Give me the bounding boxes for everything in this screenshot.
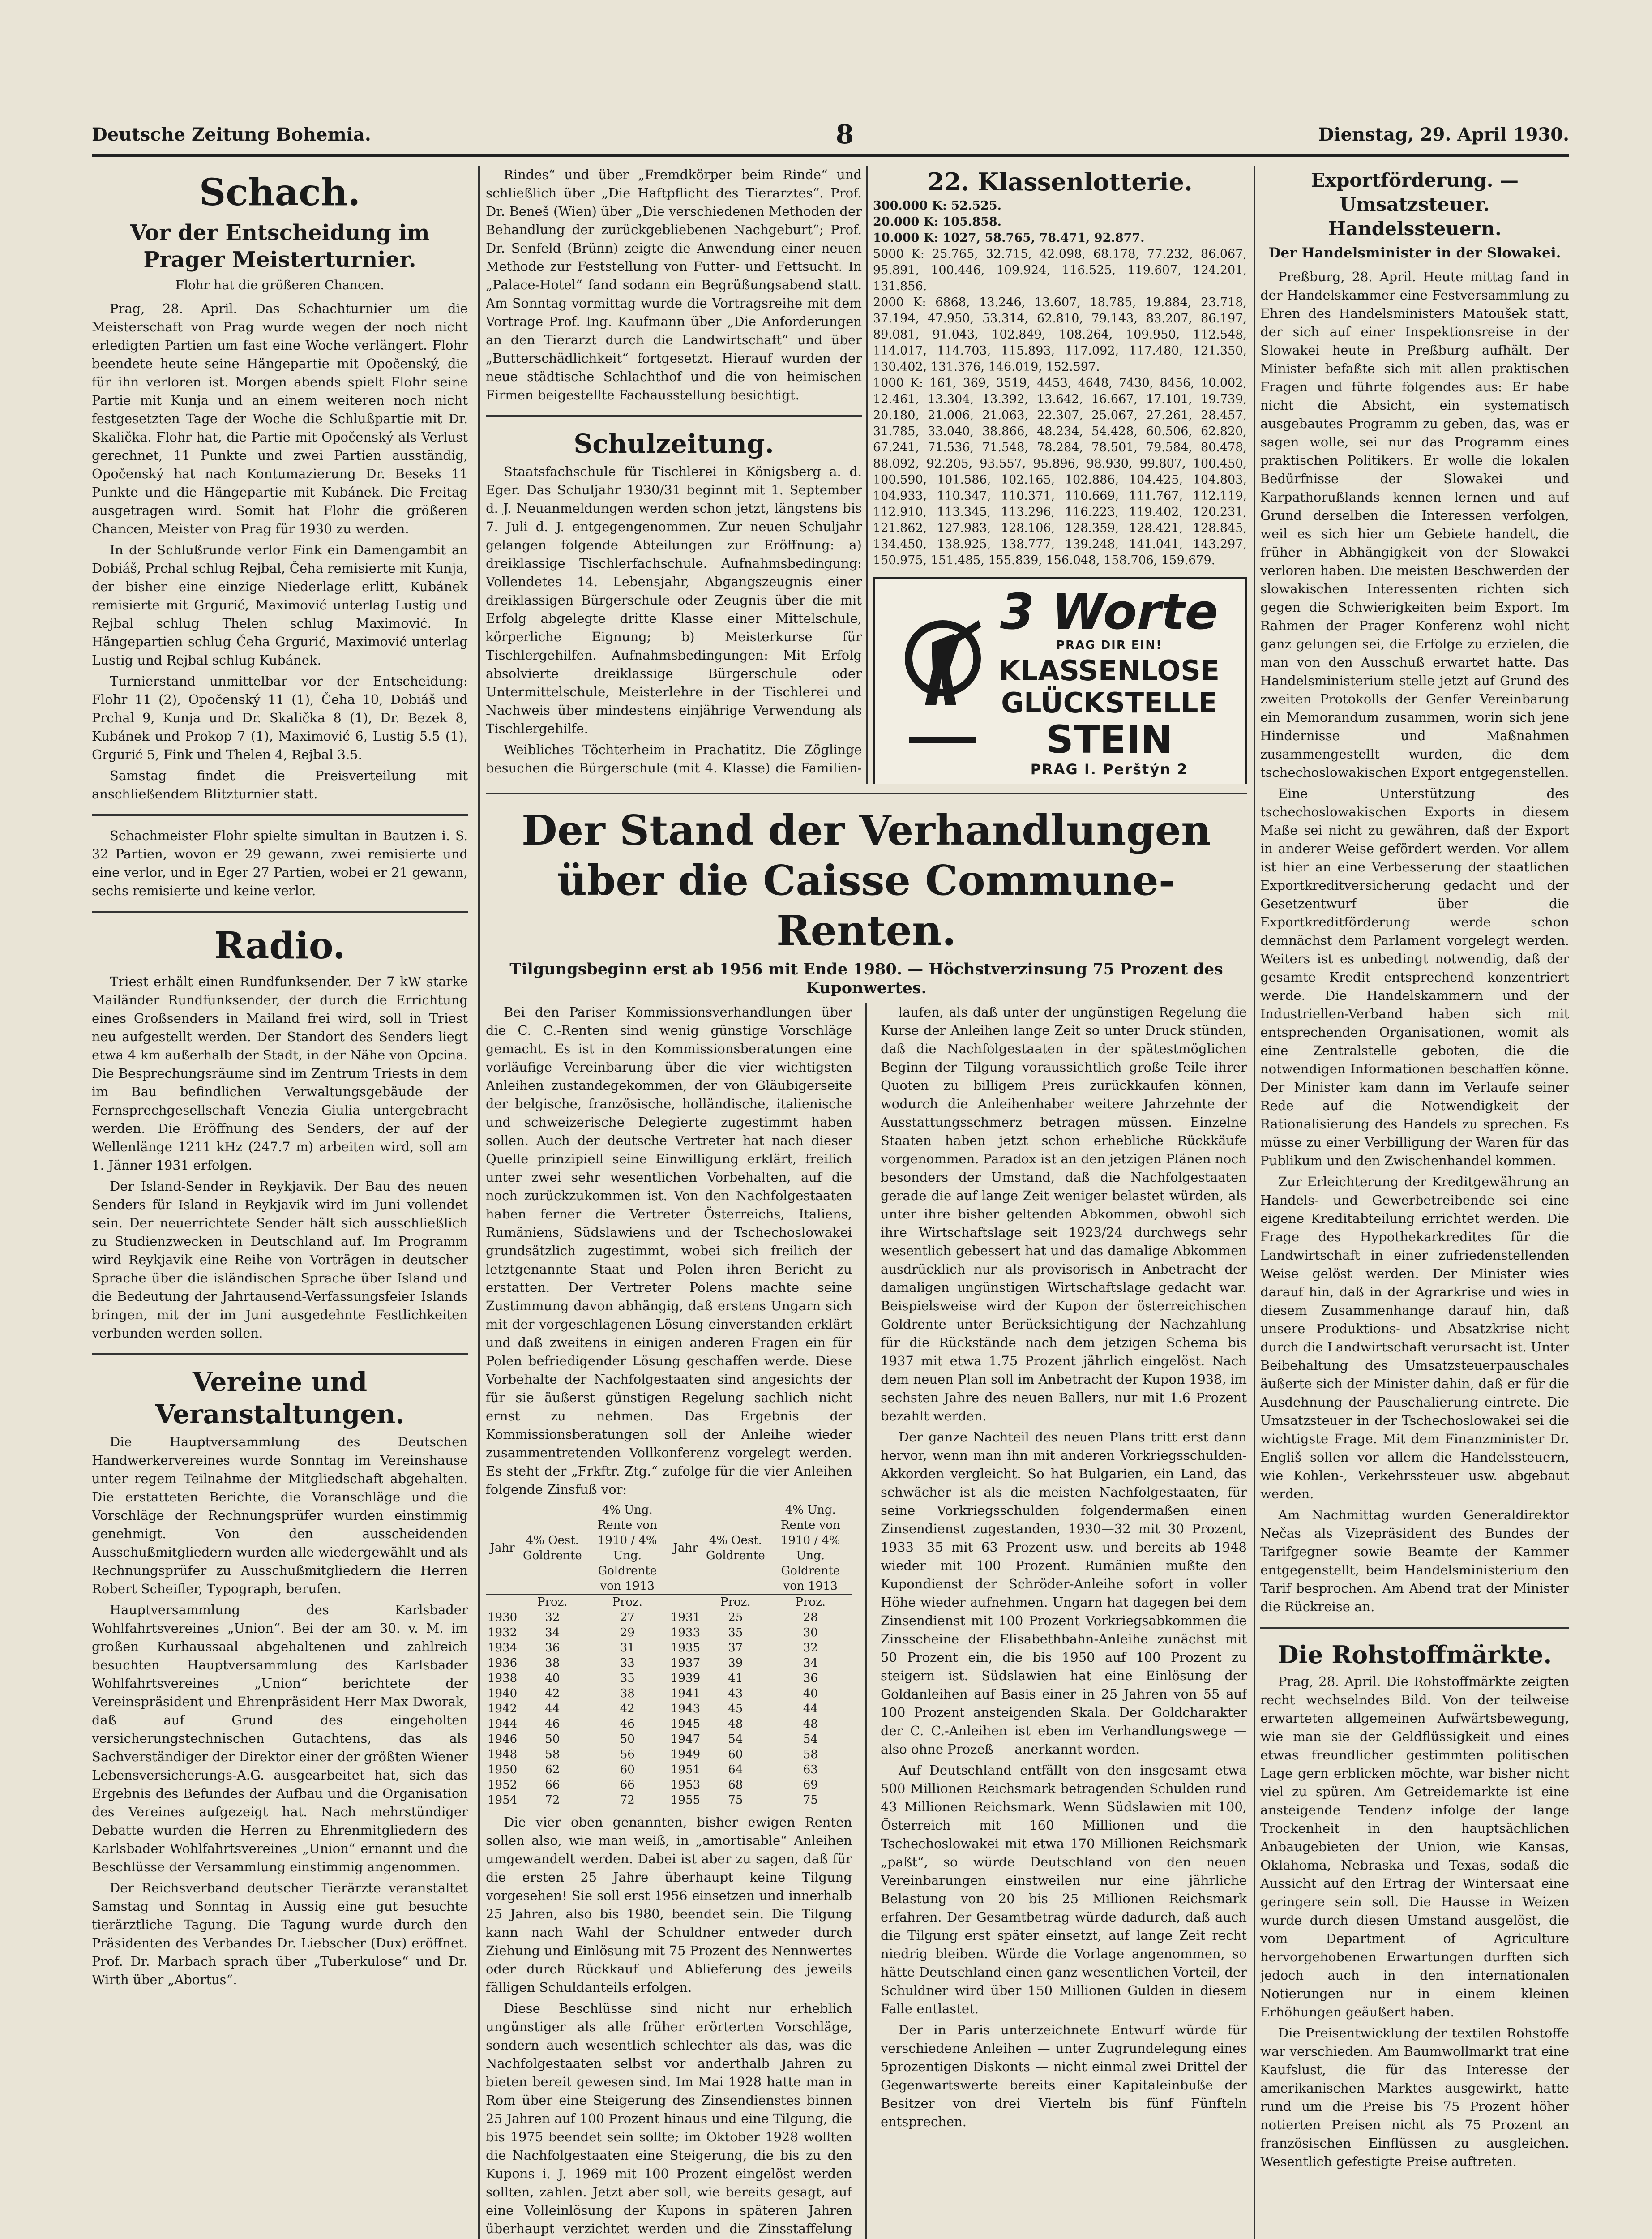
table-row (486, 1640, 852, 1656)
table-header: Jahr (486, 1502, 519, 1594)
ad-tagline: PRAG DIR EIN! (1056, 638, 1162, 652)
column-2-top (486, 166, 862, 779)
schulzeitung-paragraph: Staatsfachschule für Tischlerei in Königsberg a. d. Eger. Das Schuljahr 1930/31 beginnt mit 1. September d. J. Neuanmeldungen werden schon jetzt, längstens bis 7. Juli d. J. entgegengenommen. Zur neuen Schuljahr gelangen folgende Abteilungen zur Eröffnung: a) dreiklassige Tischlerfachschule. Aufnahmsbedingung: Vollendetes 14. Lebensjahr, Abgangszeugnis einer dreiklassigen Bürgerschule oder Zeugnis über die mit Erfolg abgelegte dritte Klasse einer Mittelschule, körperliche Eignung; b) Meisterkurse für Tischlergehilfen. Aufnahmsbedingungen: Mit Erfolg absolvierte dreiklassige Bürgerschule oder Untermittelschule, Meisterlehre in der Tischlerei und Nachweis über mindestens einjährige Verwendung als Tischlergehilfe. (486, 464, 862, 736)
divider (1260, 1627, 1569, 1629)
column-rule (478, 166, 480, 2239)
ad-line: KLASSENLOSE (998, 654, 1220, 687)
caisse-paragraph: Bei den Pariser Kommissionsverhandlungen über die C. C.-Renten sind wenig günstige Vorschläge gemacht. Es ist in den Kommissionsberatungen eine vorläufige Vereinbarung über die vier wichtigsten Anleihen zustandegekommen, der von Gläubigerseite der belgische, französische, holländische, italienische und schweizerische Delegierte zugestimmt haben sollen. Auch der deutsche Vertreter hat nach dieser Quelle prinzipiell seine Einwilligung erklärt, freilich unter zwei sehr wesentlichen Vorbehalten, auf die noch zurückzukommen ist. Von den Nachfolgestaaten haben ferner die Vertreter Österreichs, Italiens, Rumäniens, Südslawiens und der Tschechoslowakei grundsätzlich zugestimmt, wobei sich freilich der letztgenannte Staat und Polen ihren Bericht zu erstatten. Der Vertreter Polens machte seine Zustimmung davon abhängig, daß erstens Ungarn sich mit der vorgeschlagenen Lösung einverstanden erklärt und daß zweitens in einigen anderen Fragen ein für Polen befriedigender Lösung geschaffen werde. Diese Vorbehalte der Nachfolgestaaten sind angesichts der für sie äußerst günstigen Regelung sachlich nicht ernst zu nehmen. Das Ergebnis der Kommissionsberatungen soll der Anleihe wieder zusammentretenden Vollkonferenz vorgelegt werden. Es steht der „Frkftr. Ztg.“ zufolge für die vier Anleihen folgende Zinsfuß vor: (486, 1004, 852, 1497)
table-cell: 44 (545, 1702, 560, 1716)
table-cell: 50 (620, 1733, 635, 1746)
table-cell: 37 (728, 1641, 743, 1655)
column-rule (866, 166, 868, 784)
table-cell: 66 (545, 1778, 560, 1792)
table-cell: 40 (803, 1687, 818, 1700)
chess-paragraph: Samstag findet die Preisverteilung mit anschließendem Blitzturnier statt. (92, 768, 468, 802)
ad-line: GLÜCKSTELLE (1001, 686, 1217, 719)
schulzeitung-heading: Schulzeitung. (573, 429, 774, 459)
table-cell: 1952 (488, 1778, 518, 1792)
table-row (486, 1625, 852, 1640)
table-cell: 36 (803, 1672, 818, 1685)
caisse-column-b (881, 1003, 1247, 2239)
table-row (486, 1762, 852, 1777)
column-rule (865, 1003, 867, 2239)
lottery-line: 2000 K: 6868, 13.246, 13.607, 18.785, 19.884, 23.718, 37.194, 47.950, 53.314, 62.810, 79.143, 83.207, 86.197, 89.081, 91.043, 102.849, 108.264, 109.950, 112.548, 114.017, 114.703, 115.893, 117.092, 117.480, 121.350, 130.402, 131.376, 146.019, 152.597. (873, 296, 1247, 374)
table-cell: 60 (728, 1748, 743, 1761)
chess-subtitle: Flohr hat die größeren Chancen. (175, 278, 385, 292)
table-cell: 48 (728, 1717, 743, 1731)
table-cell: 1935 (671, 1641, 701, 1655)
table-cell: 1936 (488, 1656, 518, 1670)
vereine-heading: Vereine und Veranstaltungen. (155, 1367, 405, 1429)
table-cell: 54 (728, 1733, 743, 1746)
masthead (92, 114, 1569, 157)
table-cell: 44 (803, 1702, 818, 1716)
lottery-line: 5000 K: 25.765, 32.715, 42.098, 68.178, 77.232, 86.067, 95.891, 100.446, 109.924, 116.525, 119.607, 124.201, 131.856. (873, 247, 1247, 293)
table-cell: 72 (620, 1793, 635, 1807)
table-unit: Proz. (537, 1596, 568, 1609)
table-unit: Proz. (720, 1596, 751, 1609)
table-cell: 1946 (488, 1733, 518, 1746)
divider (92, 814, 468, 816)
page-number: 8 (835, 119, 854, 150)
table-cell: 48 (803, 1717, 818, 1731)
divider (486, 415, 862, 417)
table-cell: 43 (728, 1687, 743, 1700)
table-cell: 1941 (671, 1687, 701, 1700)
table-cell: 1950 (488, 1763, 518, 1776)
table-cell: 27 (620, 1611, 635, 1624)
lottery-advertisement (873, 577, 1247, 784)
table-cell: 1939 (671, 1672, 701, 1685)
lottery-heading: 22. Klassenlotterie. (927, 167, 1193, 196)
table-cell: 60 (620, 1763, 635, 1776)
table-cell: 25 (728, 1611, 743, 1624)
table-cell: 1948 (488, 1748, 518, 1761)
table-cell: 1944 (488, 1717, 518, 1731)
table-cell: 33 (620, 1656, 635, 1670)
amortization-table (486, 1502, 852, 1808)
table-cell: 1937 (671, 1656, 701, 1670)
table-cell: 1943 (671, 1702, 701, 1716)
caisse-column-a (486, 1003, 852, 2239)
caisse-paragraph: Der ganze Nachteil des neuen Plans tritt erst dann hervor, wenn man ihn mit anderen Vorkriegsschulden-Akkorden vergleicht. So hat Bulgarien, ein Land, das schwächer ist als die meisten Nachfolgestaaten, für seine Vorkriegsschulden folgendermaßen einen Zinsendienst zugestanden, 1930—32 mit 30 Prozent, 1933—35 mit 63 Prozent usw. und bereits ab 1948 wieder mit 100 Prozent. Rumänien mußte den Kupondienst der Schröder-Anleihe sofort in voller Höhe wieder aufnehmen. Ungarn hat dagegen bei dem Zinsendienst mit 100 Prozent Vorkriegsabkommen die Zinsscheine der Elisabethbahn-Anleihe zunächst mit 50 Prozent ein, die bis 1950 auf 100 Prozent zu steigern ist. Südslawien hat eine Einlösung der Goldanleihen auf Basis einer in 25 Jahren von 55 auf 100 Prozent ansteigenden Skala. Der Goldcharakter der C. C.-Anleihen ist eben im Verhandlungswege — also ohne Prozeß — anerkannt worden. (880, 1429, 1247, 1757)
table-cell: 64 (728, 1763, 743, 1776)
table-cell: 34 (545, 1626, 560, 1639)
table-row (486, 1610, 852, 1625)
table-header: 4% Oest. Goldrente (519, 1502, 586, 1594)
table-unit: Proz. (795, 1596, 826, 1609)
export-paragraph: Am Nachmittag wurden Generaldirektor Nečas als Vizepräsident des Bundes der Tarifgegner sowie Beamte der Kammer entgegenstellt, beim Handelsministerium den Tarif besprochen. Am Abend trat der Minister die Rückreise an. (1260, 1507, 1569, 1614)
caisse-paragraph: Die vier oben genannten, bisher ewigen Renten sollen also, wie man weiß, in „amortisable“ Anleihen umgewandelt werden. Dabei ist aber zu sagen, daß für die ersten 25 Jahre überhaupt keine Tilgung vorgesehen! Sie soll erst 1956 einsetzen und innerhalb 25 Jahren, also bis 1980, beendet sein. Die Tilgung kann nach Wahl der Schuldner entweder durch Ziehung und Einlösung mit 75 Prozent des Nennwertes oder durch Rückkauf und Ablieferung des jeweils fälligen Schuldanteils erfolgen. (486, 1814, 852, 1995)
table-cell: 58 (545, 1748, 560, 1761)
caisse-paragraph: Auf Deutschland entfällt von den insgesamt etwa 500 Millionen Reichsmark betragenden Schulden rund 43 Millionen Reichsmark. Wenn Südslawien mit 100, Österreich mit 160 Millionen und die Tschechoslowakei mit etwa 170 Millionen Reichsmark „paßt“, so würde Deutschland von den neuen Vereinbarungen einstweilen nur eine jährliche Belastung von 20 bis 25 Millionen Reichsmark erfahren. Der Gesamtbetrag würde dadurch, daß auch die Tilgung erst später einsetzt, auf lange Zeit recht niedrig bleiben. Würde die Vorlage angenommen, so hätte Deutschland einen ganz wesentlichen Vorteil, der Schuldner wird über 150 Millionen Gulden in diesem Falle entlastet. (880, 1763, 1247, 2016)
table-row (486, 1671, 852, 1686)
table-header: 4% Ung. Rente von 1910 / 4% Ung. Goldrente von 1913 (769, 1502, 852, 1594)
column-4 (1260, 166, 1569, 2239)
table-cell: 62 (545, 1763, 560, 1776)
table-cell: 46 (620, 1717, 635, 1731)
table-cell: 39 (728, 1656, 743, 1670)
table-cell: 38 (545, 1656, 560, 1670)
table-row (486, 1732, 852, 1747)
lottery-line: 10.000 K: 1027, 58.765, 78.471, 92.877. (873, 231, 1145, 245)
chess-paragraph: Schachmeister Flohr spielte simultan in Bautzen i. S. 32 Partien, wovon er 29 gewann, zwei remisierte und eine verlor, und in Eger 27 Partien, wobei er 21 gewann, sechs remisierte und keine verlor. (92, 828, 468, 898)
caisse-article (486, 793, 1247, 2239)
table-cell: 31 (620, 1641, 635, 1655)
table-cell: 28 (803, 1611, 818, 1624)
radio-heading: Radio. (214, 924, 346, 967)
table-cell: 36 (545, 1641, 560, 1655)
export-paragraph: Zur Erleichterung der Kreditgewährung an Handels- und Gewerbetreibende sei eine eigene Kreditabteilung errichtet werden. Die Frage des Hypothekarkredites für die Landwirtschaft in einer zufriedenstellenden Weise gelöst werden. Der Minister wies darauf hin, daß in der Agrarkrise und wies in diesem Zusammenhange darauf hin, daß unsere Produktions- und Absatzkrise nicht durch die Landwirtschaft verursacht ist. Unter Beibehaltung des Umsatzsteuerpauschales äußerte sich der Minister dahin, daß er für die Ausdehnung der Pauschalierung eintrete. Die Umsatzsteuer in der Tschechoslowakei sei die wichtigste Frage. Mit dem Finanzminister Dr. Engliš sollen vor allem die Handelssteuern, wie Kohlen-, Verkehrssteuer usw. abgebaut werden. (1260, 1174, 1569, 1501)
table-cell: 1930 (488, 1611, 518, 1624)
table-cell: 75 (728, 1793, 743, 1807)
paper-name: Deutsche Zeitung Bohemia. (92, 124, 371, 145)
table-cell: 1955 (671, 1793, 701, 1807)
table-cell: 29 (620, 1626, 635, 1639)
table-cell: 35 (728, 1626, 743, 1639)
lottery-line: 300.000 K: 52.525. (873, 199, 1002, 213)
ad-title: 3 Worte (1000, 583, 1219, 640)
table-cell: 1954 (488, 1793, 518, 1807)
table-row (486, 1793, 852, 1808)
table-cell: 1932 (488, 1626, 518, 1639)
trumpeter-figure-icon (900, 616, 985, 750)
table-cell: 72 (545, 1793, 560, 1807)
caisse-paragraph: Diese Beschlüsse sind nicht nur erheblich ungünstiger als alle früher erörterten Vorschläge, sondern auch wesentlich schlechter als das, was die Nachfolgestaaten selbst vor anderthalb Jahren zu bieten bereit gewesen sind. Im Mai 1928 hatte man in Rom über eine Steigerung des Zinsendienstes binnen 25 Jahren auf 100 Prozent hinaus und eine Tilgung, die bis 1975 beendet sein sollte; im Oktober 1928 wollten die Nachfolgestaaten eine Steigerung, die bis zu den Kupons i. J. 1969 mit 100 Prozent eingelöst werden sollten, zahlen. Jetzt aber soll, wie bereits gesagt, auf eine Volleinlösung der Kupons in späteren Jahren überhaupt verzichtet werden und die Zinsstaffelung (486, 2001, 852, 2236)
export-paragraph: Preßburg, 28. April. Heute mittag fand in der Handelskammer eine Festversammlung zu Ehren des Handelsministers Matoušek statt, der sich auf einer Inspektionsreise in der Slowakei heute in Preßburg aufhält. Der Minister befaßte sich mit allen praktischen Fragen und führte folgendes aus: Er habe nicht die Absicht, ein systematisch ausgebautes Programm zu geben, das, was er sagen wolle, sei nur das Programm eines praktischen Politikers. Er wolle die lokalen Bedürfnisse der Slowakei und Karpathorußlands kennen lernen und auf Grund derselben die Interessen verfolgen, weil es sich hier um Gebiete handelt, die früher in Abhängigkeit von der Slowakei verloren haben. Die meisten Beschwerden der slowakischen Interessenten richten sich gegen die Schwierigkeiten beim Export. Im Rahmen der Prager Konferenz wohl nicht ganz gelungen sei, die Erfolge zu erzielen, die man von den Ausschuß erwartet hatte. Das Handelsministerium stelle jetzt auf Grund des zweiten Protokolls der Genfer Vereinbarung ein Memorandum zusammen, worin sich jene Hindernisse und Maßnahmen zusammengestellt wurden, die dem tschechoslowakischen Export entgegenstellen. (1260, 269, 1569, 780)
table-cell: 1951 (671, 1763, 701, 1776)
table-row (486, 1716, 852, 1732)
caisse-subtitle: Tilgungsbeginn erst ab 1956 mit Ende 1980. — Höchstverzinsung 75 Prozent des Kuponwertes. (509, 960, 1223, 997)
markets-paragraph: Prag, 28. April. Die Rohstoffmärkte zeigten recht wechselndes Bild. Von der teilweise erwarteten allgemeinen Aufwärtsbewegung, wie man sie der Geldflüssigkeit und eines etwas freundlicher gestimmten politischen Lage gern erblicken möchte, war bisher nicht viel zu spüren. Am Getreidemarkte ist eine ansteigende Tendenz infolge der lange Trockenheit in den hauptsächlichen Anbaugebieten der Union, wie Kansas, Oklahoma, Nebraska und Texas, sodaß die Aussicht auf den Ertrag der Wintersaat eine geringere sein soll. Die Hausse in Weizen wurde durch diesen Umstand ausgelöst, die vom Department of Agriculture hervorgehobenen Erwartungen durften sich jedoch auch in den internationalen Notierungen nur in einem kleinen Erhöhungen geäußert haben. (1260, 1674, 1569, 2020)
table-cell: 1931 (671, 1611, 701, 1624)
table-row (486, 1701, 852, 1716)
table-cell: 42 (545, 1687, 560, 1700)
column-1 (92, 166, 468, 2239)
ad-city: PRAG I. Perštýn 2 (1030, 760, 1188, 778)
table-cell: 40 (545, 1672, 560, 1685)
table-row (486, 1777, 852, 1793)
divider (92, 911, 468, 913)
chess-paragraph: In der Schlußrunde verlor Fink ein Damengambit an Dobiáš, Prchal schlug Rejbal, Čeha remisierte mit Kunja, der bisher eine einzige Niederlage erlitt, Kubánek remisierte mit Grgurić, Maximović unterlag Lustig und Rejbal schlug Thelen schlug Maximović. In Hängepartien schlug Čeha Grgurić, Maximović unterlag Lustig und Rejbal schlug Kubánek. (92, 542, 468, 668)
table-cell: 1942 (488, 1702, 518, 1716)
table-cell: 32 (545, 1611, 560, 1624)
table-row (486, 1686, 852, 1701)
table-cell: 45 (728, 1702, 743, 1716)
divider (486, 793, 1247, 794)
lottery-line: 20.000 K: 105.858. (873, 215, 1002, 229)
caisse-paragraph: laufen, als daß unter der ungünstigen Regelung die Kurse der Anleihen lange Zeit so unter Druck stünden, daß die Nachfolgestaaten in der spätestmöglichen Beginn der Tilgung voraussichtlich große Teile ihrer Quoten zu billigem Preis zurückkaufen können, wodurch die Anleihenhaber weitere Jahrzehnte der Ausstattungsschmerz betragen müssen. Einzelne Staaten haben jetzt schon erhebliche Rückkäufe vorgenommen. Paradox ist an den jetzigen Plänen noch besonders der Umstand, daß die Nachfolgestaaten gerade die auf lange Zeit weniger belastet würden, als unter ihre bisher geltenden Abkommen, obwohl sich ihre Wirtschaftslage seit 1923/24 durchwegs sehr wesentlich gebessert hat und das damalige Abkommen ausdrücklich nur als provisorisch in Anbetracht der damaligen ungünstigen Wirtschaftslage gedacht war. Beispielsweise wird der Kupon der österreichischen Goldrente unter Berücksichtigung der Nachzahlung für die Rückstände nach dem jetzigen Schema bis 1937 mit etwa 1.75 Prozent jährlich eingelöst. Nach dem neuen Plan soll im Anbetracht der Kupon 1938, im sechsten Jahre des neuen Ballers, nur mit 1.6 Prozent bezahlt werden. (880, 1004, 1247, 1424)
lottery-line: 1000 K: 161, 369, 3519, 4453, 4648, 7430, 8456, 10.002, 12.461, 13.304, 13.392, 13.642, 16.667, 17.101, 19.739, 20.180, 21.006, 21.063, 22.307, 25.067, 27.261, 28.457, 31.785, 33.040, 38.866, 48.234, 54.428, 60.506, 62.820, 67.241, 71.536, 71.548, 78.284, 78.501, 79.584, 80.478, 88.092, 92.205, 93.557, 95.896, 98.930, 99.807, 100.450, 100.590, 101.586, 102.165, 102.886, 104.425, 104.803, 104.933, 110.347, 110.371, 110.669, 111.767, 112.119, 112.910, 113.345, 113.296, 116.223, 119.402, 120.231, 121.862, 127.983, 128.106, 128.359, 128.421, 128.845, 134.450, 138.925, 138.777, 139.248, 141.041, 143.297, 150.975, 151.485, 155.839, 156.048, 158.706, 159.679. (873, 376, 1247, 567)
table-cell: 30 (803, 1626, 818, 1639)
chess-paragraph: Prag, 28. April. Das Schachturnier um die Meisterschaft von Prag wurde wegen der noch nicht erledigten Partien um fast eine Woche verlängert. Flohr beendete heute seine Hängepartie mit Opočenský, die für ihn verloren ist. Morgen abends spielt Flohr seine Partie mit Kunja und an einem weiteren noch nicht festgesetzten Tage der Woche die Schlußpartie mit Dr. Skalička. Flohr hat, die Partie mit Opočenský als Verlust gerechnet, 11 Punkte und zwei Partien ausständig, Opočenský hat nach Kontumazierung Dr. Beseks 11 Punkte und die Hängepartie mit Kubánek. Die Freitag ausgetragen wird. Somit hat Flohr die größeren Chancen, Meister von Prag für 1930 zu werden. (92, 301, 468, 536)
table-cell: 1940 (488, 1687, 518, 1700)
table-cell: 1947 (671, 1733, 701, 1746)
table-cell: 1949 (671, 1748, 701, 1761)
chess-paragraph: Turnierstand unmittelbar vor der Entscheidung: Flohr 11 (2), Opočenský 11 (1), Čeha 10, Dobiáš und Prchal 9, Kunja und Dr. Skalička 8 (1), Dr. Bezek 8, Kubánek und Prokop 7 (1), Maximović 6, Lustig 5.5 (1), Grgurić 5, Fink und Thelen 4, Rejbal 3.5. (92, 673, 468, 762)
table-cell: 68 (728, 1778, 743, 1792)
radio-paragraph: Triest erhält einen Rundfunksender. Der 7 kW starke Mailänder Rundfunksender, der durch die Errichtung eines Großsenders in Mailand frei wird, soll in Triest neu aufgestellt werden. Der Standort des Senders liegt etwa 4 km außerhalb der Stadt, in der Nähe von Opcina. Die Besprechungsräume sind im Zentrum Triests in dem im Bau befindlichen Verwaltungsgebäude der Fernsprechgesellschaft Venezia Giulia untergebracht werden. Die Eröffnung des Senders, der auf der Wellenlänge 1211 kHz (247.7 m) arbeiten wird, soll am 1. Jänner 1931 erfolgen. (92, 974, 468, 1173)
table-cell: 54 (803, 1733, 818, 1746)
table-header: 4% Ung. Rente von 1910 / 4% Ung. Goldrente von 1913 (586, 1502, 669, 1594)
vereine-paragraph: Die Hauptversammlung des Deutschen Handwerkervereines wurde Sonntag im Vereinshause unter regem Teilnahme der Mitgliedschaft abgehalten. Die erstatteten Berichte, die Voranschläge und die Vorschläge der Rechnungsprüfer wurden einstimmig genehmigt. Von den ausscheidenden Ausschußmitgliedern wurden alle wiedergewählt und als Rechnungsprüfer zu Ausschußmitgliedern die Herren Robert Scheifler, Typograph, berufen. (92, 1434, 468, 1596)
export-title: Exportförderung. — Umsatzsteuer. Handelssteuern. (1310, 169, 1519, 240)
table-cell: 58 (803, 1748, 818, 1761)
table-cell: 50 (545, 1733, 560, 1746)
table-cell: 1953 (671, 1778, 701, 1792)
table-cell: 34 (803, 1656, 818, 1670)
table-unit: Proz. (612, 1596, 643, 1609)
schulzeitung-paragraph: Weibliches Töchterheim in Prachatitz. Die Zöglinge besuchen die Bürgerschule (mit 4. Klasse) die Familien- (486, 742, 862, 776)
table-cell: 75 (803, 1793, 818, 1807)
table-cell: 56 (620, 1748, 635, 1761)
export-paragraph: Eine Unterstützung des tschechoslowakischen Exports in diesem Maße sei nicht zu gewähren, daß der Export in anderer Weise gefördert werden. Vor allem ist hier an eine Verbesserung der staatlichen Exportkreditversicherung gedacht und der Gesetzentwurf über die Exportkreditförderung werde schon demnächst dem Parlament vorgelegt werden. Weiters ist es unbedingt notwendig, daß der gesamte Kredit entsprechend konzentriert werde. Die Handelskammern und der Industriellen-Verband haben sich mit entsprechenden Organisationen, womit als eine Zentralstelle geboten, die die notwendigen Informationen beschaffen könne. Der Minister kam dann im Verlaufe seiner Rede auf die Notwendigkeit der Rationalisierung des Handels zu sprechen. Es müsse zu einer Verbilligung der Waren für das Publikum und den Zwischenhandel kommen. (1260, 786, 1569, 1168)
table-cell: 69 (803, 1778, 818, 1792)
export-subtitle: Der Handelsminister in der Slowakei. (1268, 245, 1561, 261)
table-cell: 38 (620, 1687, 635, 1700)
markets-heading: Die Rohstoffmärkte. (1277, 1640, 1552, 1669)
table-cell: 63 (803, 1763, 818, 1776)
table-cell: 42 (620, 1702, 635, 1716)
caisse-paragraph: Der in Paris unterzeichnete Entwurf würde für verschiedene Anleihen — unter Zugrundelegung eines 5prozentigen Diskonts — nicht einmal zwei Drittel der Gegenwartswerte bereits einer Kapitaleinbuße der Besitzer von drei Vierteln bis fünf Fünfteln entsprechen. (880, 2022, 1247, 2129)
table-cell: 1933 (671, 1626, 701, 1639)
divider (92, 1353, 468, 1355)
table-cell: 1945 (671, 1717, 701, 1731)
caisse-title: Der Stand der Verhandlungen über die Caisse Commune-Renten. (521, 806, 1211, 955)
table-header: 4% Oest. Goldrente (702, 1502, 769, 1594)
ad-line: STEIN (1045, 717, 1173, 762)
column-rule (1254, 166, 1255, 2239)
table-cell: 35 (620, 1672, 635, 1685)
table-cell: 32 (803, 1641, 818, 1655)
table-cell: 66 (620, 1778, 635, 1792)
vereine-paragraph: Der Reichsverband deutscher Tierärzte veranstaltet Samstag und Sonntag in Aussig eine gut besuchte tierärztliche Tagung. Die Tagung wurde durch den Präsidenten des Verbandes Dr. Liebscher (Dux) eröffnet. Prof. Dr. Marbach sprach über „Tuberkulose“ und Dr. Wirth über „Abortus“. (92, 1880, 468, 1987)
table-cell: 46 (545, 1717, 560, 1731)
vereine-paragraph: Hauptversammlung des Karlsbader Wohlfahrtsvereines „Union“. Bei der am 30. v. M. im großen Kurhaussaal abgehaltenen und zahlreich besuchten Hauptversammlung des Karlsbader Wohlfahrtsvereines „Union“ berichtete der Vereinspräsident und Ehrenpräsident Herr Max Dworak, daß auf Grund des eingeholten versicherungstechnischen Gutachtens, das als Sachverständiger der Direktor einer der größten Wiener Lebensversicherungs-A.G. ausgearbeitet hat, sich das Ergebnis des Befundes der Aufbau und die Organisation des Vereines aufgezeigt hat. Nach mehrstündiger Debatte wurden die Herren zu Ehrenmitgliedern des Karlsbader Wohlfahrtsvereines „Union“ ernannt und die Beschlüsse der Versammlung einstimmig angenommen. (92, 1602, 468, 1874)
veterinary-paragraph: Rindes“ und über „Fremdkörper beim Rinde“ und schließlich über „Die Haftpflicht des Tierarztes“. Prof. Dr. Beneš (Wien) über „Die verschiedenen Methoden der Behandlung der zurückgebliebenen Nachgeburt“; Prof. Dr. Senfeld (Brünn) zeigte die Anwendung einer neuen Methode zur Feststellung von Futter- und Fettsucht. In „Palace-Hotel“ fand sodann ein Begrüßungsabend statt. Am Sonntag vormittag wurde die Vortragsreihe mit dem Vortrage Prof. Ing. Kaufmann über „Die Anforderungen an den Tierarzt durch die Landwirtschaft“ und über „Butterschädlichkeit“ fortgesetzt. Hierauf wurden der neue städtische Schlachthof und die von heimischen Firmen beigestellte Fachausstellung besichtigt. (486, 167, 862, 403)
column-3-top (873, 166, 1247, 784)
table-cell: 1938 (488, 1672, 518, 1685)
table-row (486, 1747, 852, 1762)
issue-date: Dienstag, 29. April 1930. (1318, 124, 1569, 145)
markets-paragraph: Die Preisentwicklung der textilen Rohstoffe war verschieden. Am Baumwollmarkt trat eine Kaufslust, die für das Interesse der amerikanischen Marktes ausgewirkt, hatte rund um die Preise bis 75 Prozent höher notierten Preisen nicht als 75 Prozent an französischen Einflüssen zu ausgleichen. Wesentlich gefestigte Preise auftreten. (1260, 2025, 1569, 2169)
table-header: Jahr (669, 1502, 702, 1594)
chess-heading: Schach. (199, 171, 360, 214)
chess-title: Vor der Entscheidung im Prager Meisterturnier. (130, 220, 430, 272)
table-row (486, 1656, 852, 1671)
table-cell: 41 (728, 1672, 743, 1685)
radio-paragraph: Der Island-Sender in Reykjavik. Der Bau des neuen Senders für Island in Reykjavik wird im Juni vollendet sein. Der neuerrichtete Sender hält sich ausschließlich zu Studienzwecken in Deutschland auf. Im Programm wird Reykjavik eine Reihe von Vorträgen in deutscher Sprache über die isländischen Sprache über Island und die Bedeutung der Jahrtausend-Verfassungsfeier Islands bringen, mit der im Juni ausgedehnte Festlichkeiten verbunden werden sollen. (92, 1179, 468, 1341)
table-cell: 1934 (488, 1641, 518, 1655)
